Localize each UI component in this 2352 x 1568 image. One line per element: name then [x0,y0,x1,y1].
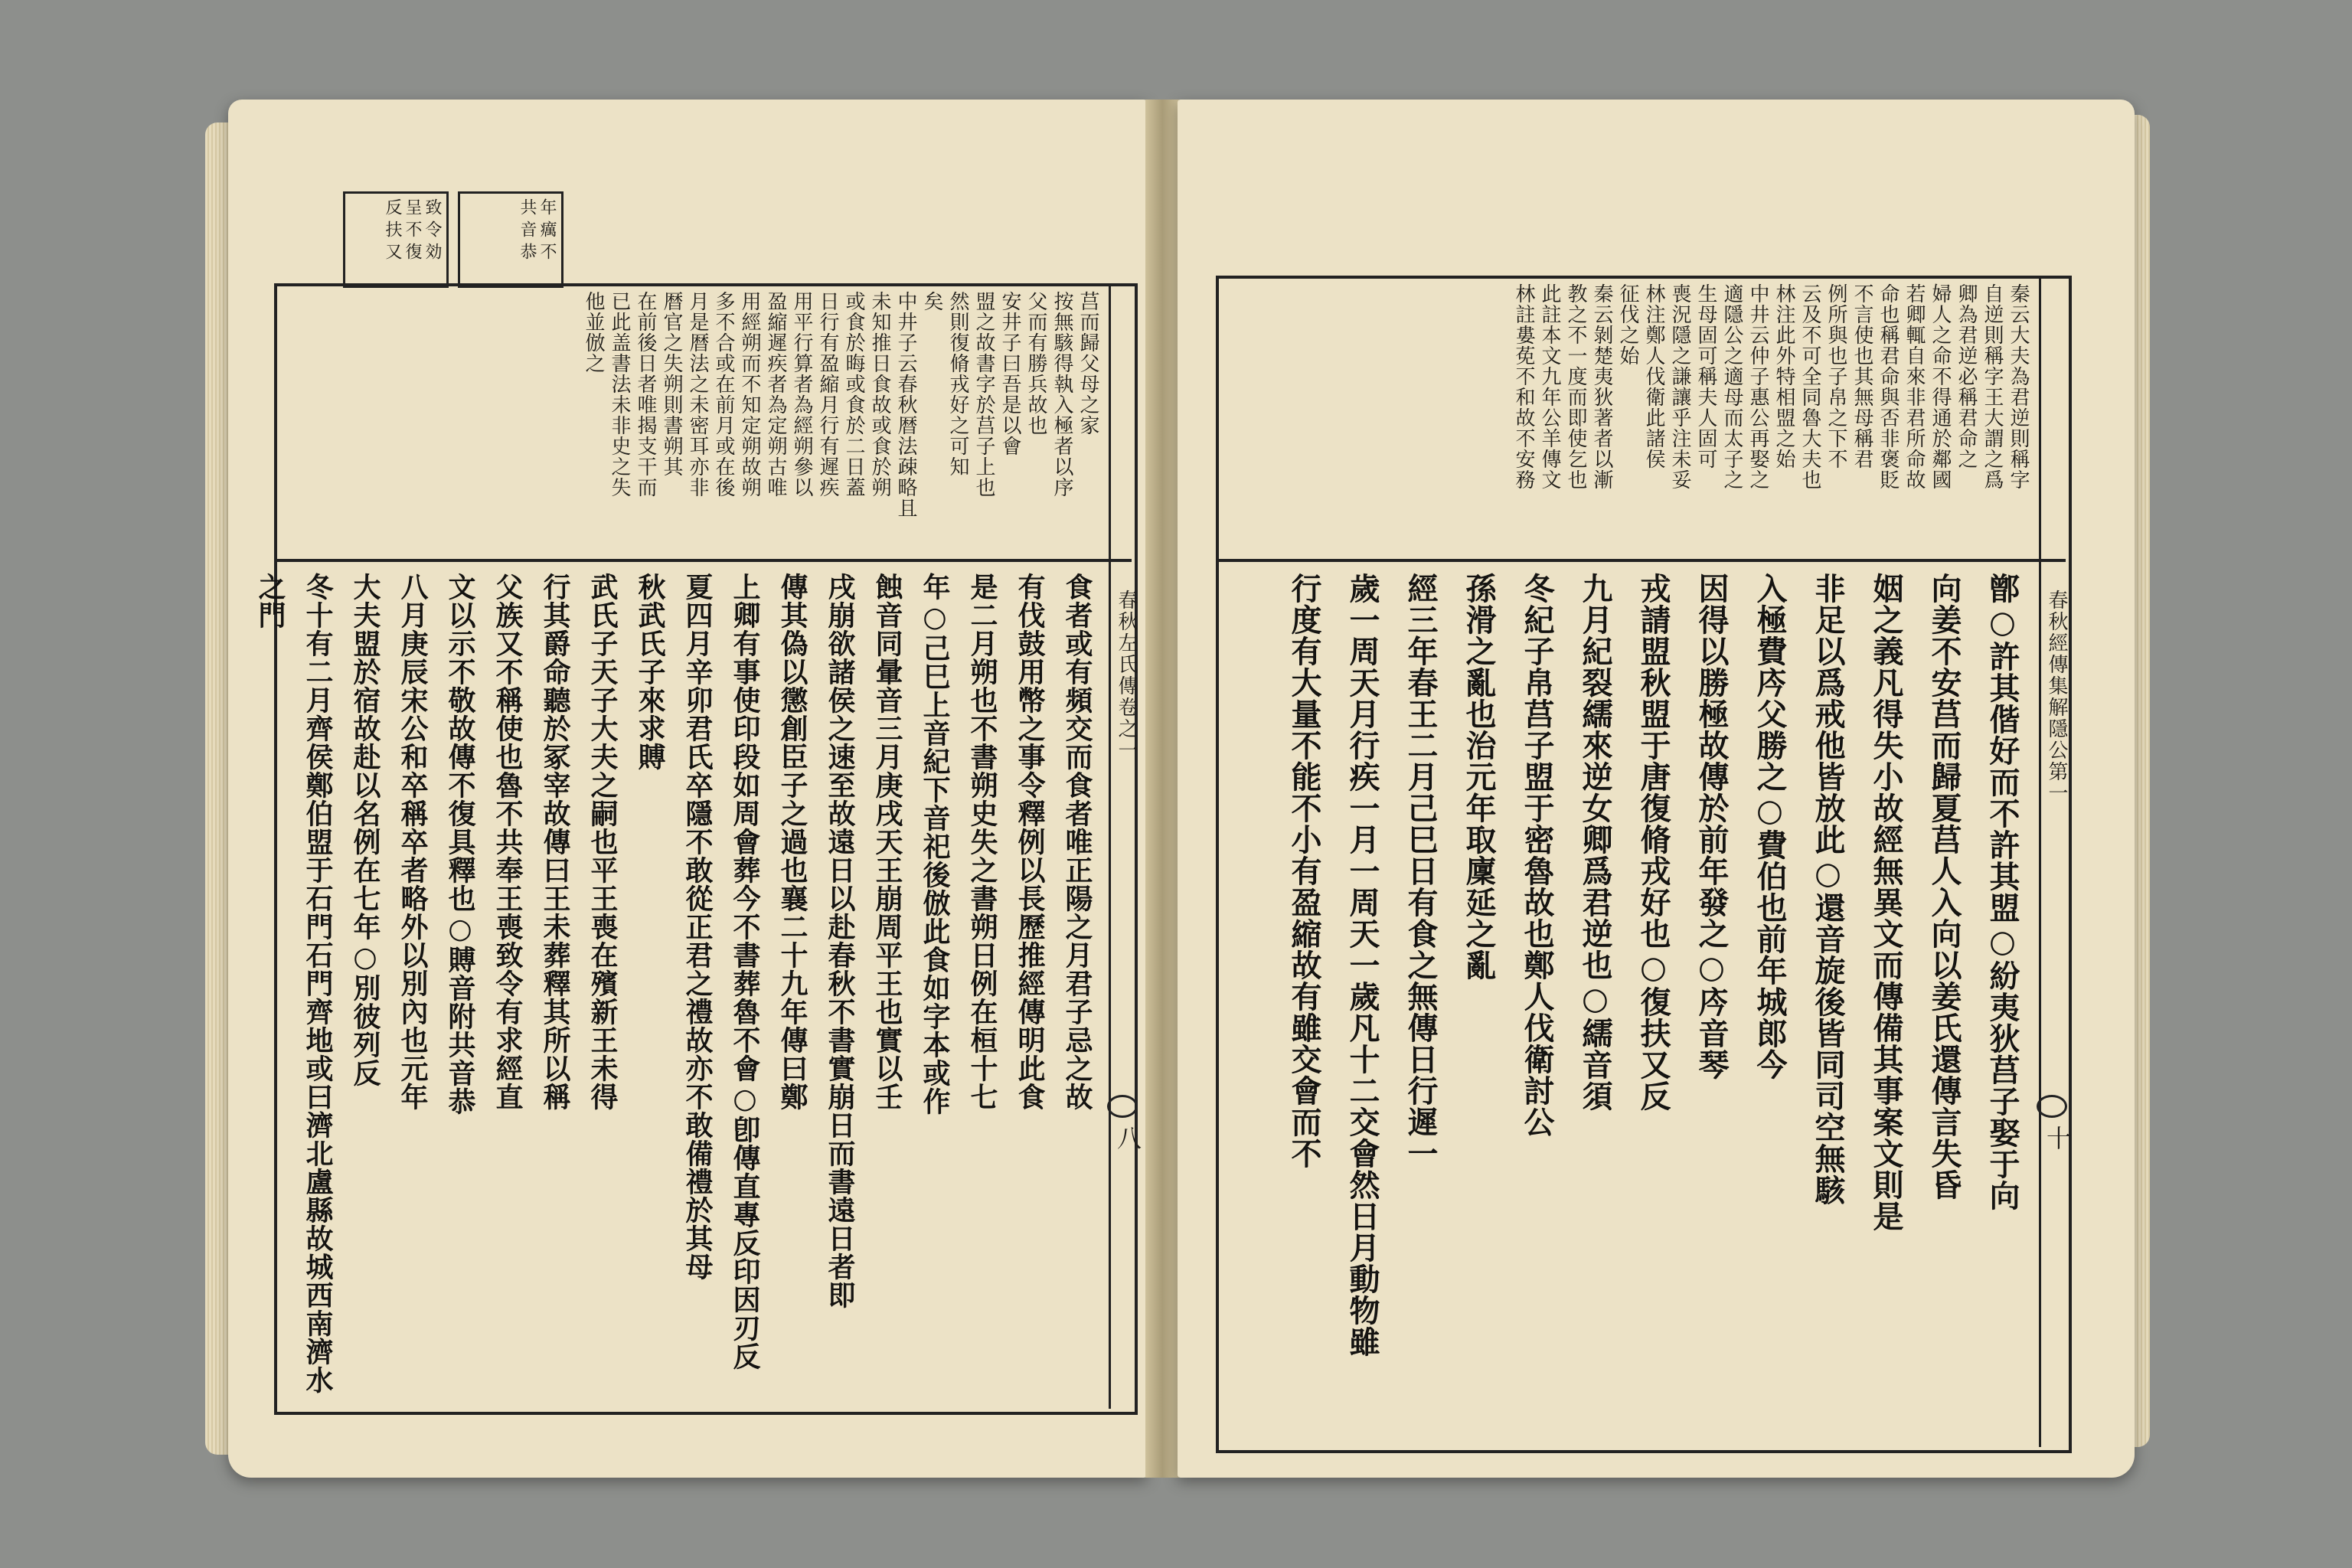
note-line: 在前後日者唯揭支干而 [634,291,657,498]
main-line: 年○己巳上音紀下音祀後倣此食如字本或作 [919,573,951,1116]
main-line: 傳其偽以懲創臣子之過也襄二十九年傳曰鄭 [776,573,808,1111]
note-line: 日行有盈縮月行有遲疾 [816,291,839,498]
right-folio: 十 [2043,1125,2072,1150]
note-line: 林註婁莬不和故不安務 [1512,283,1535,490]
note-line: 已此盖書法未非史之失 [608,291,631,498]
main-line: 因得以勝極故傳於前年發之○庈音琴 [1694,573,1730,1080]
note-line: 矣 [920,291,943,312]
left-upper-notes [282,291,1101,551]
main-line: 武氏子天子大夫之嗣也平王喪在殯新王未得 [586,573,619,1111]
main-line: 秋武氏子來求賻 [634,573,666,771]
main-line: 戎請盟秋盟于唐復脩戎好也○復扶又反 [1635,573,1671,1112]
note-line: 月是暦法之未密耳亦非 [686,291,709,498]
note-line: 命也稱君命與否非褒貶 [1877,283,1900,490]
note-line: 教之不一度而即使乞也 [1564,283,1587,490]
main-line: 食者或有頻交而食者唯正陽之月君子忌之故 [1061,573,1093,1111]
note-line: 婦人之命不得通於鄰國 [1929,283,1952,490]
note-line: 中井云仲子惠公再娶之 [1746,283,1769,490]
gloss-box-2: 致 令 効 呈 不 復 反 扶 又 [343,191,449,288]
note-line: 云及不可全同魯大夫也 [1798,283,1821,490]
gloss-box-1: 年 癘 不 共 音 恭 [458,191,564,288]
note-line: 適隱公之適母而太子之 [1720,283,1743,490]
open-book [205,77,2150,1508]
main-line: 父族又不稱使也魯不共奉王喪致令有求經直 [492,573,524,1111]
right-fold-title: 春秋經傳集解隱公第一 [2045,590,2068,804]
note-line: 林注此外特相盟之始 [1772,283,1795,469]
note-line: 盈縮遲疾者為定朔古唯 [764,291,787,498]
main-line: 經三年春王二月己巳日有食之無傳日行遲一 [1403,573,1439,1169]
note-line: 他並倣之 [582,291,605,374]
left-fold-title: 春秋左氏傳卷之一 [1115,590,1138,761]
note-line: 然則復脩戎好之可知 [946,291,969,477]
note-line: 此註本文九年公羊傳文 [1538,283,1561,490]
right-main-text [1227,573,2031,1438]
note-line: 用平行算者為經朔參以 [790,291,813,498]
main-line: 大夫盟於宿故赴以名例在七年○別彼列反 [349,573,381,1087]
main-line: 冬紀子帛莒子盟于密魯故也鄭人伐衛討公 [1519,573,1555,1138]
note-line: 暦官之失朔則書朔其 [660,291,683,477]
note-line: 用經朔而不知定朔故朔 [738,291,761,498]
note-line: 若卿輒自來非君所命故 [1903,283,1926,490]
note-line: 或食於晦或食於二日蓋 [842,291,865,498]
left-page [228,100,1147,1478]
main-line: 夏四月辛卯君氏卒隱不敢從正君之禮故亦不敢備禮於其母 [681,573,714,1281]
fishtail-mark [1107,1095,1138,1118]
gutter [1145,100,1179,1478]
main-line: 是二月朔也不書朔史失之書朔日例在桓十七 [966,573,998,1111]
note-line: 父而有勝兵故也 [1024,291,1047,436]
left-folio: 八 [1113,1125,1142,1150]
note-line: 例所與也子帛之下不 [1824,283,1847,469]
note-line: 林注鄭人伐衛此諸侯 [1642,283,1665,469]
right-upper-notes [1223,283,2031,551]
note-line: 安井子曰吾是以會 [998,291,1021,456]
note-line: 喪況隱之謙讓乎注未妥 [1668,283,1691,490]
main-line: 上卿有事使印段如周會葬今不書葬魯不會○卽傳直專反印因刃反 [729,573,761,1370]
main-line: 歲一周天月行疾一月一周天一歲凡十二交會然日月動物雖 [1344,573,1380,1357]
main-line: 孫滑之亂也治元年取廩延之亂 [1461,573,1497,981]
left-divider [274,559,1132,562]
fishtail-mark [2037,1095,2067,1118]
left-fold-line [1109,283,1111,1409]
main-line: 向姜不安莒而歸夏莒人入向以姜氏還傳言失昏 [1926,573,1962,1200]
main-line: 鄫○許其偕好而不許其盟○紛夷狄莒子娶于向 [1984,573,2020,1211]
right-page [1178,100,2135,1478]
main-line: 八月庚辰宋公和卒稱卒者略外以別內也元年 [397,573,429,1111]
note-line: 中井子云春秋暦法疎略且 [894,291,917,518]
note-line: 卿為君逆必稱君命之 [1955,283,1978,469]
left-main-text [254,573,1101,1400]
note-line: 秦云剝楚夷狄著者以漸 [1590,283,1613,490]
right-divider [1216,559,2066,562]
main-line: 九月紀裂繻來逆女卿爲君逆也○繻音須 [1577,573,1613,1112]
note-line: 不言使也其無母稱君 [1851,283,1873,469]
right-fold-line [2039,276,2041,1447]
main-line: 姻之義凡得失小故經無異文而傳備其事案文則是 [1868,573,1904,1232]
main-line: 戌崩欲諸侯之速至故遠日以赴春秋不書實崩日而書遠日者即 [824,573,856,1309]
main-line: 行度有大量不能不小有盈縮故有雖交會而不 [1286,573,1322,1169]
note-line: 莒而歸父母之家 [1076,291,1099,436]
note-line: 生母固可稱夫人固可 [1694,283,1717,469]
main-line: 有伐鼓用幣之事令釋例以長歷推經傳明此食 [1014,573,1046,1111]
main-line: 行其爵命聽於冢宰故傳曰王未葬釋其所以稱 [539,573,571,1111]
main-line: 入極費庈父勝之○費伯也前年城郎今 [1752,573,1788,1080]
note-line: 按無駭得執入極者以序 [1050,291,1073,498]
note-line: 多不合或在前月或在後 [712,291,735,498]
main-line: 冬十有二月齊侯鄭伯盟于石門石門齊地或曰濟北盧縣故城西南濟水之門 [254,573,334,1394]
note-line: 秦云大夫為君逆則稱字 [2007,283,2030,490]
note-line: 征伐之始 [1616,283,1639,366]
main-line: 文以示不敬故傳不復具釋也○賻音附共音恭 [444,573,476,1116]
note-line: 自逆則稱字王大謂之爲 [1981,283,2004,490]
note-line: 盟之故書字於莒子上也 [972,291,995,498]
note-line: 未知推日食故或食於朔 [868,291,891,498]
main-line: 非足以爲戒他皆放此○還音旋後皆同司空無駭 [1810,573,1846,1206]
main-line: 蝕音同暈音三月庚戌天王崩周平王也實以壬 [871,573,903,1111]
